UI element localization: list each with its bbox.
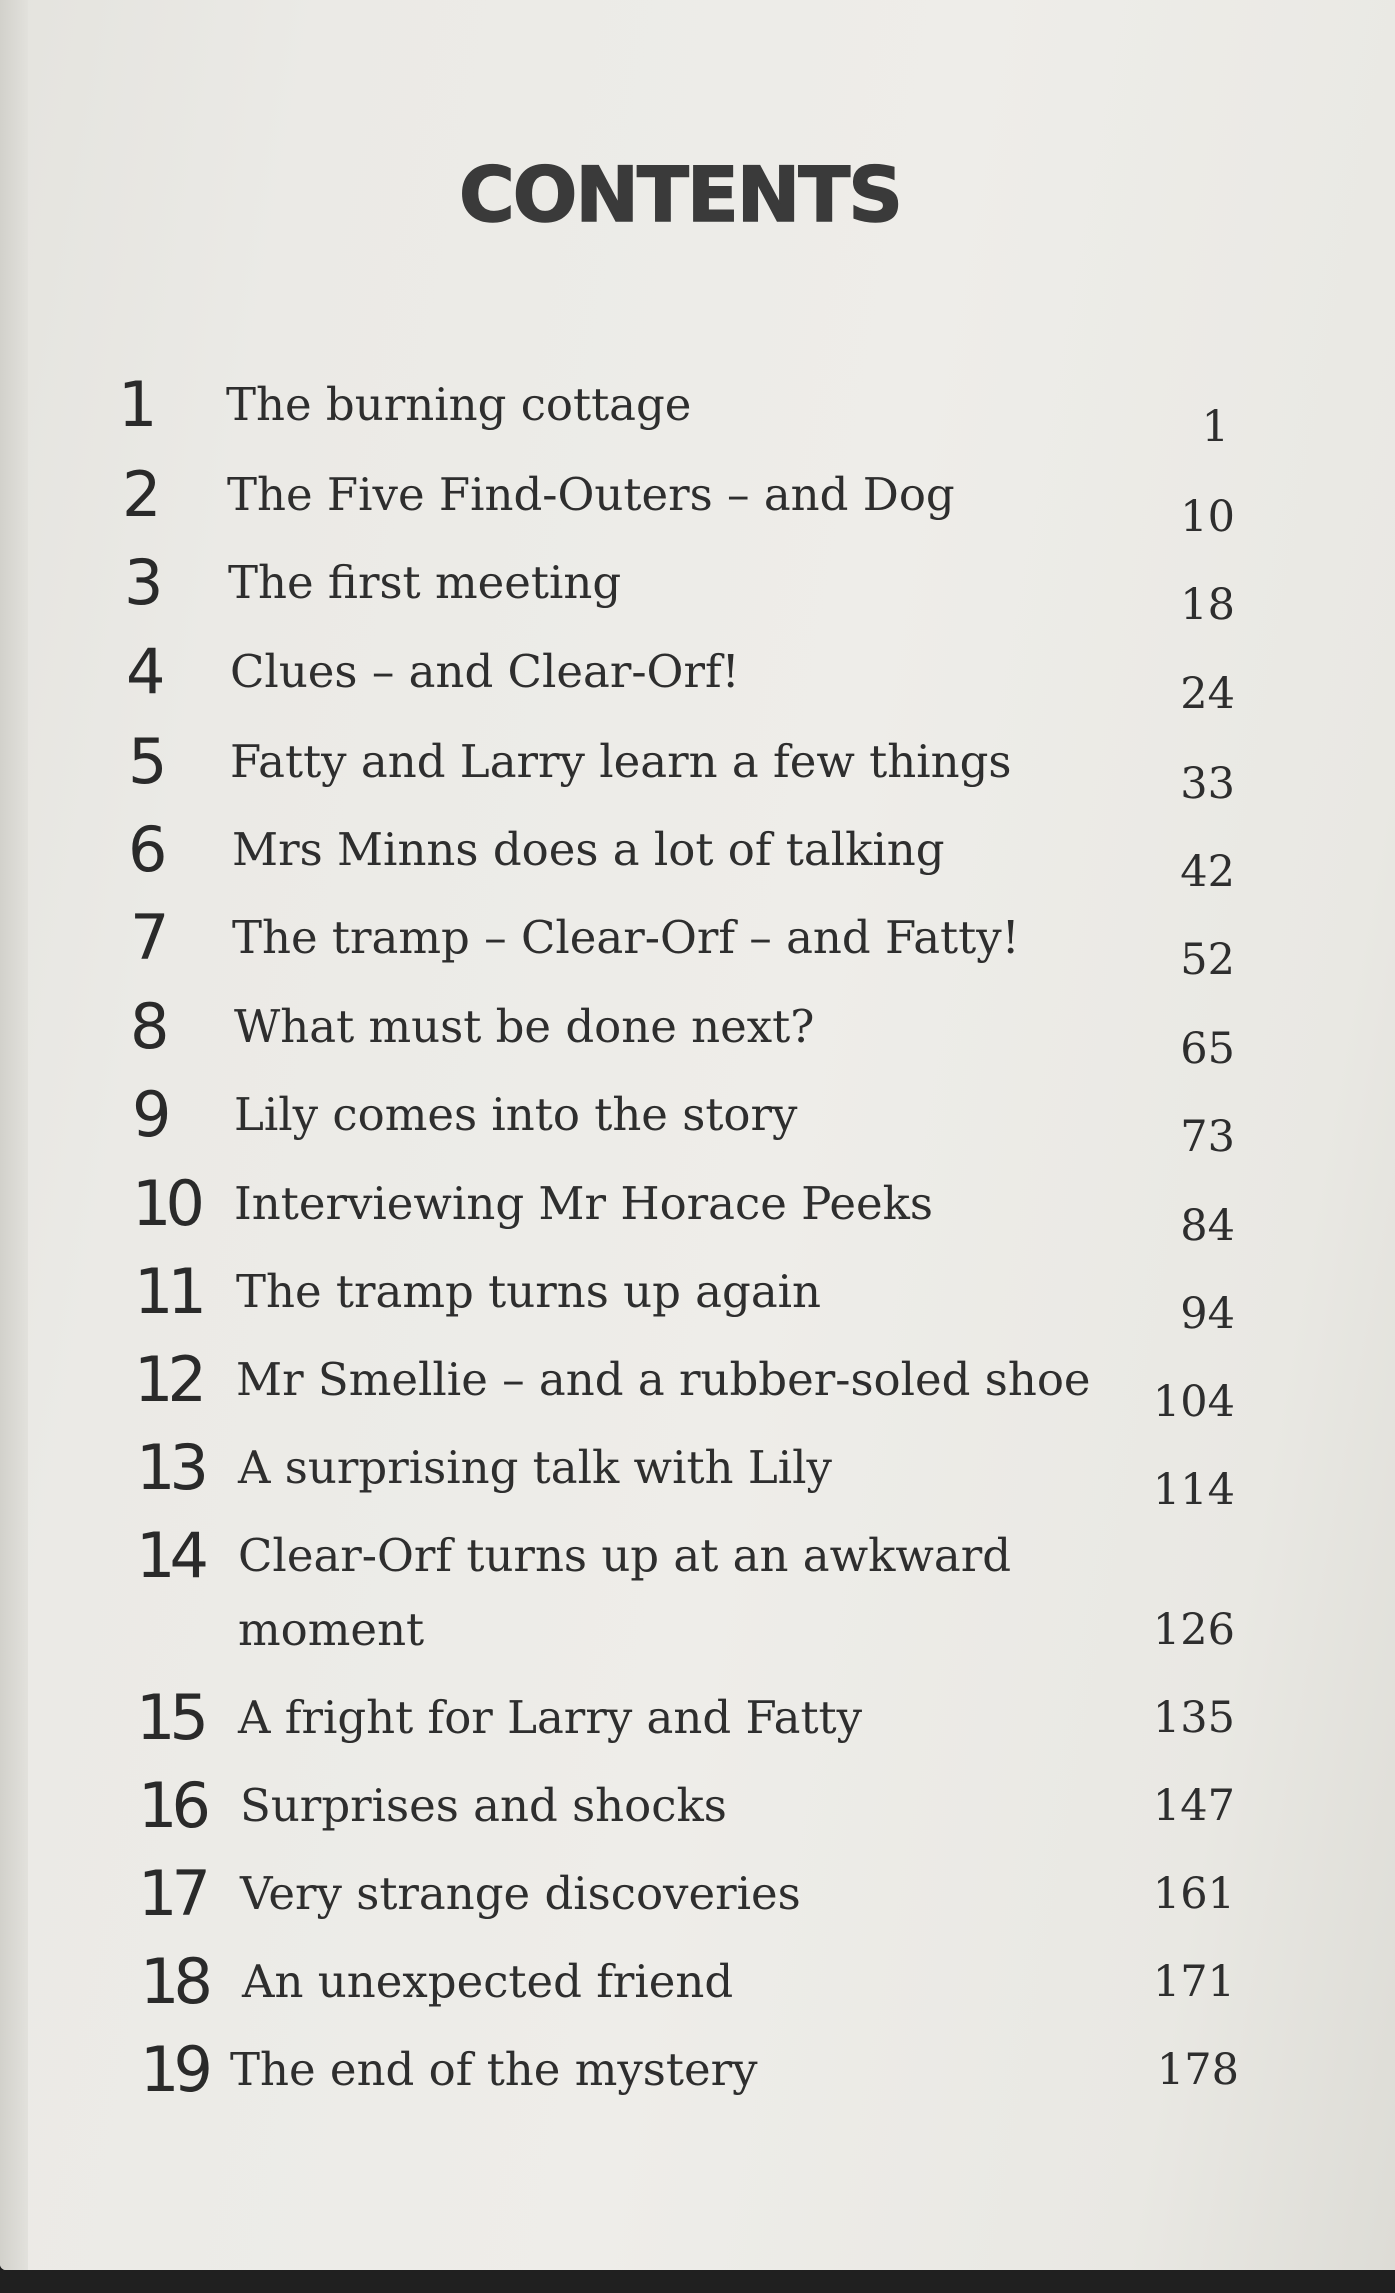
chapter-title: The Five Find-Outers – and Dog — [227, 468, 955, 521]
page-number: 147 — [1152, 1781, 1235, 1831]
page-number: 24 — [1180, 669, 1235, 719]
toc-entry — [0, 1164, 1395, 1251]
chapter-title: Interviewing Mr Horace Peeks — [234, 1177, 934, 1230]
page-title: CONTENTS — [459, 150, 901, 239]
page-bottom-shadow — [0, 2270, 1395, 2293]
chapter-title: Mr Smellie – and a rubber-soled shoe — [236, 1353, 1091, 1406]
toc-entry — [0, 1854, 1395, 1934]
chapter-number: 13 — [136, 1431, 203, 1504]
toc-entry — [0, 1428, 1395, 1515]
chapter-title: What must be done next? — [234, 1000, 815, 1053]
chapter-number: 11 — [134, 1255, 201, 1328]
toc-entry — [0, 1252, 1395, 1339]
chapter-number: 7 — [130, 901, 164, 974]
page-number: 10 — [1180, 492, 1235, 542]
toc-entry — [0, 365, 1395, 452]
chapter-title: Very strange discoveries — [240, 1867, 801, 1920]
chapter-number: 1 — [118, 368, 152, 441]
chapter-number: 19 — [140, 2033, 207, 2106]
chapter-title: An unexpected friend — [242, 1955, 734, 2008]
chapter-number: 5 — [128, 725, 162, 798]
toc-entry — [0, 632, 1395, 719]
chapter-title: Fatty and Larry learn a few things — [230, 735, 1012, 788]
page-number: 94 — [1180, 1289, 1235, 1339]
toc-entry — [0, 455, 1395, 542]
chapter-number: 4 — [126, 635, 160, 708]
page-number: 1 — [1201, 402, 1229, 452]
page-number: 126 — [1152, 1605, 1235, 1655]
chapter-number: 2 — [122, 458, 156, 531]
chapter-number: 18 — [140, 1945, 207, 2018]
toc-entry — [0, 1766, 1395, 1846]
chapter-title: Mrs Minns does a lot of talking — [232, 823, 945, 876]
chapter-number: 12 — [134, 1343, 201, 1416]
chapter-title: A fright for Larry and Fatty — [238, 1691, 863, 1744]
page-number: 171 — [1152, 1957, 1235, 2007]
page-number: 33 — [1180, 759, 1235, 809]
chapter-number: 8 — [130, 990, 164, 1063]
toc-entry — [0, 1340, 1395, 1427]
toc-entry — [0, 1942, 1395, 2022]
toc-entry — [0, 1678, 1395, 1758]
chapter-title: Lily comes into the story — [234, 1088, 798, 1141]
toc-entry — [0, 722, 1395, 809]
page-number: 18 — [1180, 580, 1235, 630]
page-number: 84 — [1180, 1201, 1235, 1251]
chapter-number: 16 — [138, 1769, 205, 1842]
chapter-number: 9 — [132, 1078, 166, 1151]
toc-entry — [0, 898, 1395, 985]
chapter-title: The tramp turns up again — [236, 1265, 822, 1318]
chapter-title-continued: moment — [238, 1603, 425, 1656]
toc-entry — [0, 2030, 1395, 2110]
chapter-number: 10 — [132, 1167, 199, 1240]
chapter-number: 17 — [138, 1857, 205, 1930]
chapter-title: Clear-Orf turns up at an awkward — [238, 1529, 1012, 1582]
toc-entry — [0, 543, 1395, 630]
chapter-title: Surprises and shocks — [240, 1779, 727, 1832]
toc-entry — [0, 1516, 1395, 1676]
chapter-title: The first meeting — [228, 556, 622, 609]
page-number: 52 — [1180, 935, 1235, 985]
chapter-title: The burning cottage — [226, 378, 692, 431]
toc-entry — [0, 810, 1395, 897]
page-number: 161 — [1152, 1869, 1235, 1919]
toc-entry — [0, 987, 1395, 1074]
chapter-number: 15 — [136, 1681, 203, 1754]
chapter-number: 14 — [136, 1519, 203, 1592]
page-number: 104 — [1152, 1377, 1235, 1427]
page-number: 135 — [1152, 1693, 1235, 1743]
chapter-title: The end of the mystery — [230, 2043, 758, 2096]
page-number: 65 — [1180, 1024, 1235, 1074]
page-number: 73 — [1180, 1112, 1235, 1162]
page-number: 178 — [1156, 2045, 1239, 2095]
chapter-title: The tramp – Clear-Orf – and Fatty! — [232, 911, 1020, 964]
toc-entry — [0, 1075, 1395, 1162]
chapter-title: A surprising talk with Lily — [238, 1441, 832, 1494]
chapter-number: 6 — [128, 813, 162, 886]
page-number: 42 — [1180, 847, 1235, 897]
chapter-number: 3 — [124, 546, 158, 619]
chapter-title: Clues – and Clear-Orf! — [230, 645, 740, 698]
page-number: 114 — [1152, 1465, 1235, 1515]
